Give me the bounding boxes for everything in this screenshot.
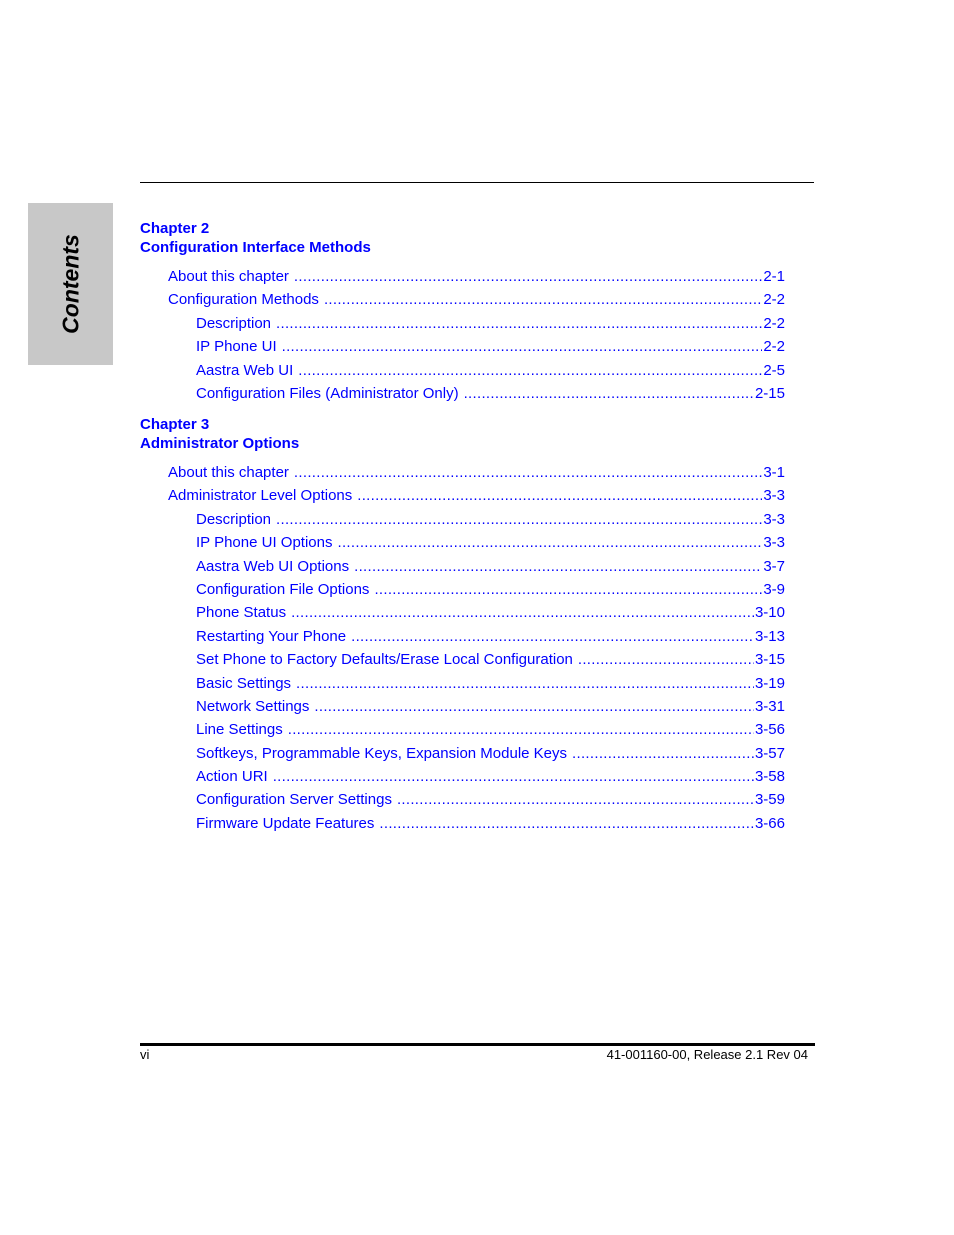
toc-dot-leader bbox=[291, 601, 754, 624]
toc-entry[interactable] bbox=[140, 601, 785, 624]
toc-entry-page: 3-3 bbox=[763, 487, 785, 505]
toc-entry[interactable] bbox=[140, 672, 785, 695]
chapter-label[interactable]: Chapter 2 bbox=[140, 220, 210, 237]
toc-entry-page: 3-66 bbox=[754, 814, 785, 832]
toc-dot-leader bbox=[374, 578, 762, 601]
toc-dot-leader bbox=[397, 788, 754, 811]
toc-dot-leader bbox=[351, 625, 754, 648]
toc-chapter-3 bbox=[140, 415, 785, 835]
toc-entry-page: 3-31 bbox=[754, 697, 785, 715]
toc-entry[interactable] bbox=[140, 625, 785, 648]
toc-entry-page: 3-15 bbox=[754, 651, 785, 669]
toc-entry-title: Action URI bbox=[196, 768, 268, 786]
toc-entry[interactable] bbox=[140, 695, 785, 718]
toc-entry-list bbox=[140, 461, 785, 835]
toc-entry-page: 3-3 bbox=[763, 534, 785, 552]
toc-dot-leader bbox=[572, 742, 754, 765]
toc-dot-leader bbox=[296, 672, 754, 695]
toc-entry[interactable] bbox=[140, 508, 785, 531]
toc-entry-page: 3-57 bbox=[754, 744, 785, 762]
toc-dot-leader bbox=[357, 484, 762, 507]
toc-entry-title: IP Phone UI Options bbox=[196, 534, 333, 552]
toc-entry[interactable] bbox=[140, 788, 785, 811]
toc-dot-leader bbox=[276, 508, 762, 531]
toc-entry[interactable] bbox=[140, 484, 785, 507]
contents-side-tab bbox=[28, 203, 113, 365]
toc-entry[interactable] bbox=[140, 812, 785, 835]
toc-dot-leader bbox=[282, 335, 763, 358]
toc-entry-page: 3-1 bbox=[763, 464, 785, 481]
toc-entry[interactable] bbox=[140, 555, 785, 578]
toc-dot-leader bbox=[314, 695, 754, 718]
toc-entry-page: 3-56 bbox=[754, 721, 785, 739]
chapter-title[interactable]: Administrator Options bbox=[140, 435, 300, 452]
toc-entry-page: 3-59 bbox=[754, 791, 785, 809]
toc-entry-page: 3-9 bbox=[763, 580, 785, 598]
toc-dot-leader bbox=[578, 648, 754, 671]
header-divider bbox=[140, 182, 814, 183]
toc-entry-list bbox=[140, 265, 785, 405]
toc-entry[interactable] bbox=[140, 312, 785, 335]
toc-entry[interactable] bbox=[140, 359, 785, 382]
toc-entry-title: Basic Settings bbox=[196, 674, 292, 692]
toc-entry[interactable] bbox=[140, 461, 785, 484]
toc-entry-page: 2-5 bbox=[763, 361, 785, 379]
toc-entry-title: Aastra Web UI Options bbox=[196, 557, 350, 575]
toc-entry-page: 2-2 bbox=[763, 338, 785, 356]
toc-entry-page: 2-2 bbox=[763, 291, 785, 309]
toc-entry-title: Description bbox=[196, 510, 272, 528]
chapter-title[interactable]: Configuration Interface Methods bbox=[140, 239, 371, 256]
toc-entry-page: 3-3 bbox=[763, 510, 785, 528]
toc-entry-page: 3-10 bbox=[754, 604, 785, 622]
toc-entry-title: Configuration Methods bbox=[168, 291, 319, 309]
toc-entry-title: Administrator Level Options bbox=[168, 487, 353, 505]
toc-entry-page: 2-2 bbox=[763, 314, 785, 332]
toc-entry[interactable] bbox=[140, 288, 785, 311]
toc-entry[interactable] bbox=[140, 265, 785, 288]
toc-dot-leader bbox=[324, 288, 762, 311]
toc-entry-title: About this chapter bbox=[168, 464, 289, 481]
toc-dot-leader bbox=[276, 312, 762, 335]
toc-entry-page: 3-7 bbox=[763, 557, 785, 575]
toc-chapter-2 bbox=[140, 219, 785, 405]
toc-entry-page: 3-58 bbox=[754, 768, 785, 786]
toc-entry[interactable] bbox=[140, 578, 785, 601]
toc-dot-leader bbox=[354, 555, 762, 578]
toc-entry-page: 2-15 bbox=[754, 384, 785, 402]
side-tab-label: Contents bbox=[57, 234, 83, 334]
toc-entry-title: Phone Status bbox=[196, 604, 287, 622]
toc-dot-leader bbox=[273, 765, 754, 788]
toc-entry-title: Configuration Server Settings bbox=[196, 791, 392, 809]
toc-entry-title: Set Phone to Factory Defaults/Erase Local Configuration bbox=[196, 651, 573, 669]
toc-entry[interactable] bbox=[140, 335, 785, 358]
toc-entry-page: 2-1 bbox=[763, 268, 785, 285]
toc-entry-title: Aastra Web UI bbox=[196, 361, 294, 379]
toc-entry-title: Network Settings bbox=[196, 697, 310, 715]
toc-entry-title: Description bbox=[196, 314, 272, 332]
toc-entry[interactable] bbox=[140, 382, 785, 405]
toc-entry-title: Line Settings bbox=[196, 721, 283, 739]
toc-dot-leader bbox=[337, 531, 762, 554]
toc-entry[interactable] bbox=[140, 648, 785, 671]
toc-entry[interactable] bbox=[140, 742, 785, 765]
toc-entry[interactable] bbox=[140, 765, 785, 788]
toc-dot-leader bbox=[379, 812, 754, 835]
toc-entry-title: About this chapter bbox=[168, 268, 289, 285]
toc-dot-leader bbox=[294, 461, 762, 484]
toc-entry-title: Configuration File Options bbox=[196, 580, 370, 598]
toc-entry-title: Restarting Your Phone bbox=[196, 627, 347, 645]
toc-entry-title: Configuration Files (Administrator Only) bbox=[196, 384, 459, 402]
toc-dot-leader bbox=[288, 718, 754, 741]
chapter-label[interactable]: Chapter 3 bbox=[140, 416, 210, 433]
footer-page-number: vi bbox=[140, 1047, 150, 1062]
toc-entry-page: 3-19 bbox=[754, 674, 785, 692]
footer-divider bbox=[140, 1043, 815, 1046]
toc-entry[interactable] bbox=[140, 718, 785, 741]
toc-dot-leader bbox=[464, 382, 754, 405]
toc-entry[interactable] bbox=[140, 531, 785, 554]
toc-dot-leader bbox=[298, 359, 762, 382]
footer-document-id: 41-001160-00, Release 2.1 Rev 04 bbox=[606, 1047, 808, 1062]
toc-dot-leader bbox=[294, 265, 762, 288]
toc-entry-title: Firmware Update Features bbox=[196, 814, 375, 832]
toc-entry-page: 3-13 bbox=[754, 627, 785, 645]
toc-entry-title: IP Phone UI bbox=[196, 338, 277, 356]
toc-entry-title: Softkeys, Programmable Keys, Expansion Module Keys bbox=[196, 744, 568, 762]
